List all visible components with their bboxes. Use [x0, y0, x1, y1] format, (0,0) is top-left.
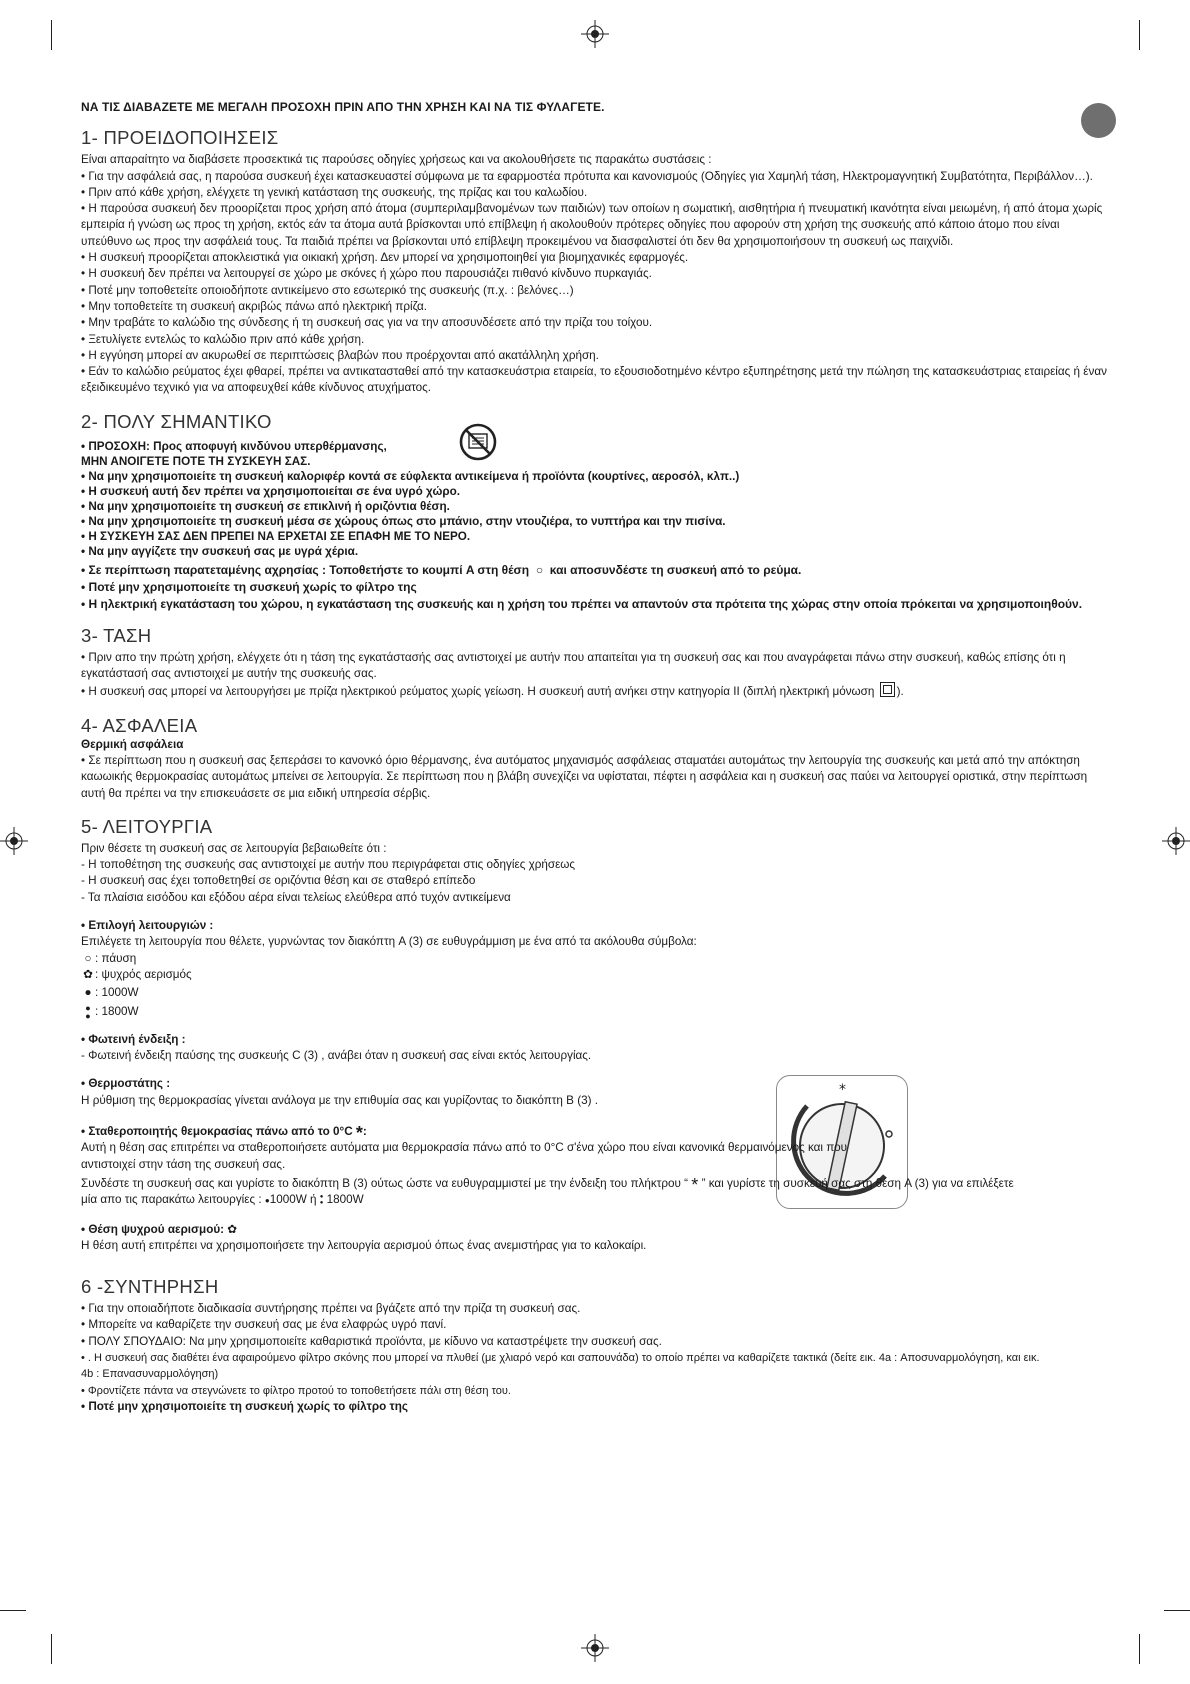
section-maintenance — [81, 1276, 1111, 1415]
top-note: ΝΑ ΤΙΣ ΔΙΑΒΑΖΕΤΕ ΜΕ ΜΕΓΑΛΗ ΠΡΟΣΟΧΗ ΠΡΙΝ ΑΠΟ ΤΗΝ ΧΡΗΣΗ ΚΑΙ ΝΑ ΤΙΣ ΦΥΛΑΓΕΤΕ. — [81, 100, 605, 114]
section-title: 5- ΛΕΙΤΟΥΡΓΙΑ — [81, 815, 213, 837]
crop-mark — [1139, 20, 1140, 50]
frost-star-icon: * — [691, 1174, 699, 1195]
paragraph-text: • Η συσκευή σας μπορεί να λειτουργήσει με πρίζα ηλεκτρικού ρεύματος χωρίς γείωση. Η συσκευή αυτή ανήκει στην κατηγορία II (διπλή ηλεκτρική μόνωση — [81, 685, 875, 699]
section-title: 4- ΑΣΦΑΛΕΙΑ — [81, 714, 198, 736]
list-item: • Η ηλεκτρική εγκατάσταση του χώρου, η εγκατάσταση της συσκευής και η χρήση του πρέπει να απαντούν στα πρότειτα της χώρας στην οποία πρόκειται να χρησιμοποιηθούν. — [81, 596, 1083, 611]
double-dot-icon: ● ● — [319, 1194, 324, 1207]
list-item: • Για την ασφάλειά σας, η παρούσα συσκευή έχει κατασκευαστεί σύμφωνα με τα εφαρμοστέα πρότυπα και κανονισμούς (Οδηγίες για Χαμηλή τάση, Ηλεκτρομαγνητική Συμβατότητα, Περιβάλλον…). — [81, 169, 1093, 183]
section-voltage — [81, 625, 1111, 701]
section-important — [81, 411, 1111, 613]
list-item: • Πριν από κάθε χρήση, ελέγχετε τη γενική κατάσταση της συσκευής, της πρίζας και του καλωδίου. — [81, 185, 588, 199]
list-item: • Μην τοποθετείτε τη συσκευή ακριβώς πάνω από ηλεκτρική πρίζα. — [81, 299, 427, 313]
paragraph: • Πριν απο την πρώτη χρήση, ελέγχετε ότι η τάση της εγκατάστασής σας αντιστοιχεί με αυτήν που απαιτείται για τη συσκευή σας και που αναγράφεται πάνω στην συσκευή, καθώς επίσης ότι η εγκατάστασή σας αντιστοιχεί με αυτήν της συσκευής σας. — [81, 650, 1066, 681]
paragraph: • Σε περίπτωση που η συσκευή σας ξεπεράσει το κανονκό όριο θέρμανσης, ένα αυτόματος μηχανισμός ασφάλειας σταματάει αυτομάτως την λειτουργία της συσκευής και μετά από την απόκτηση καωωικής θερμοκρασίας αυτομάτως μπείνει σε λειτουργία. Σε περίπτωση που η βλάβη συνεχίζει να υφίσταται, πέφτει η ασφάλεια και η συσκευή σας παύει να λειτουργεί οριστικά, στην περίπτωση αυτή θα πρέπει να την επισκευάσετε σε μια ειδική υπηρεσία σέρβις. — [81, 753, 1088, 800]
list-item: • Η ΣΥΣΚΕΥΗ ΣΑΣ ΔΕΝ ΠΡΕΠΕΙ ΝΑ ΕΡΧΕΤΑΙ ΣΕ ΕΠΑΦΗ ΜΕ ΤΟ ΝΕΡΟ. — [81, 529, 471, 543]
section-title: 1- ΠΡΟΕΙΔΟΠΟΙΗΣΕΙΣ — [81, 127, 279, 149]
paragraph-text: ” και γυρίστε τη συσκευή σας στη θέση A (3) για να επιλέξετε μία απο τις παρακάτω λειτουργίες : — [81, 1176, 1014, 1207]
do-not-cover-icon — [459, 423, 497, 461]
crop-mark — [0, 1610, 26, 1611]
paragraph: Είναι απαραίτητο να διαβάσετε προσεκτικά τις παρούσες οδηγίες χρήσεως και να ακολουθήσετε τις παρακάτω συστάσεις : — [81, 153, 712, 167]
svg-text:*: * — [839, 1082, 846, 1098]
fan-icon: ✿ — [83, 967, 93, 981]
list-item: - Η τοποθέτηση της συσκευής σας αντιστοιχεί με αυτήν που περιγράφεται στις οδηγίες χρήσεως — [81, 858, 576, 872]
list-item: • Μπορείτε να καθαρίζετε την συσκευή σας με ένα ελαφρώς υγρό πανί. — [81, 1318, 447, 1332]
list-item: • Να μην χρησιμοποιείτε τη συσκευή μέσα σε χώρους όπως στο μπάνιο, στην ντουζιέρα, το νυπτήρα και την πισίνα. — [81, 514, 726, 528]
subheading: • Φωτεινή ένδειξη : — [81, 1032, 186, 1046]
section-title: 3- ΤΑΣΗ — [81, 624, 152, 646]
paragraph: - Φωτεινή ένδειξη παύσης της συσκευής C (3) , ανάβει όταν η συσκευή σας είναι εκτός λειτουργίας. — [81, 1049, 592, 1063]
subheading — [81, 1222, 1111, 1238]
section-safety — [81, 715, 1111, 802]
off-circle-icon: ○ — [535, 562, 544, 577]
list-item — [81, 562, 1111, 579]
mode-item — [81, 1004, 1111, 1020]
list-item: • . Η συσκευή σας διαθέτει ένα αφαιρούμενο φίλτρο σκόνης που μπορεί να πλυθεί (με χλιαρό νερό και σαπουνάδα) το οποίο πρέπει να καθαρίζετε τακτικά (δείτε εικ. 4a : Αποσυναρμολόγηση, και εικ. 4b : Επανασυναρμολόγηση) — [81, 1352, 1040, 1381]
off-circle-icon: ○ — [84, 951, 92, 965]
registration-mark-icon — [1162, 827, 1190, 855]
paragraph — [81, 1173, 1021, 1210]
standby-text: • Σε περίπτωση παρατεταμένης αχρησίας : Τοποθετήστε το κουμπί A στη θέση — [81, 562, 530, 577]
list-item: • Ποτέ μην τοποθετείτε οποιοδήποτε αντικείμενο στο εσωτερικό της συσκευής (π.χ. : βελόνες…) — [81, 283, 574, 297]
list-item: • Μην τραβάτε το καλώδιο της σύνδεσης ή τη συσκευή σας για να την αποσυνδέσετε από την πρίζα του τοίχου. — [81, 316, 653, 330]
paragraph-text: 1000W ή — [269, 1193, 317, 1207]
paragraph-text: ). — [896, 685, 904, 699]
list-item: • Η συσκευή δεν πρέπει να λειτουργεί σε χώρο με σκόνες ή χώρο που παρουσιάζει πιθανό κίνδυνο πυρκαγιάς. — [81, 267, 652, 281]
warning-line — [81, 439, 1111, 454]
list-item: • Να μην χρησιμοποιείτε τη συσκευή σε επικλινή ή οριζόντια θέση. — [81, 499, 450, 513]
list-item: • Να μην αγγίζετε την συσκευή σας με υγρά χέρια. — [81, 544, 359, 558]
mode-label: : 1000W — [95, 986, 139, 1000]
mode-item — [81, 951, 1111, 967]
double-insulation-icon — [880, 682, 895, 697]
list-item: • Ξετυλίγετε εντελώς το καλώδιο πριν από κάθε χρήση. — [81, 332, 365, 346]
document-page — [81, 99, 1111, 1429]
mode-label: : πάυση — [95, 951, 137, 965]
section-title: 2- ΠΟΛΥ ΣΗΜΑΝΤΙΚΟ — [81, 410, 272, 432]
subheading-text: • Σταθεροποιητής θεμοκρασίας πάνω από το 0°C — [81, 1125, 353, 1139]
section-operation — [81, 816, 1111, 1254]
list-item: • Ποτέ μην χρησιμοποιείτε τη συσκευή χωρίς το φίλτρο της — [81, 1399, 408, 1413]
warning-text: • ΠΡΟΣΟΧΗ: Προς αποφυγή κινδύνου υπερθέρμανσης, — [81, 439, 387, 453]
registration-mark-icon — [581, 20, 609, 48]
paragraph: Επιλέγετε τη λειτουργία που θέλετε, γυρνώντας τον διακόπτη A (3) σε ευθυγράμμιση με ένα από τα ακόλουθα σύμβολα: — [81, 935, 697, 949]
subheading: Θερμική ασφάλεια — [81, 737, 184, 751]
list-item: • Εάν το καλώδιο ρεύματος έχει φθαρεί, πρέπει να αντικατασταθεί από την κατασκευάστρια εταιρεία, το εξουσιοδοτημένο κέντρο εξυπηρέτησης μετά την πώληση της κατασκευάστριας εταιρείας ή έναν εξειδικευμένο τεχνικό για να αποφευχθεί κάθε κίνδυνος ατυχήματος. — [81, 365, 1107, 395]
list-item: • Η εγγύηση μπορεί αν ακυρωθεί σε περιπτώσεις βλαβών που προέρχονται από ακατάλληλη χρήση. — [81, 348, 599, 362]
section-title: 6 -ΣΥΝΤΗΡΗΣΗ — [81, 1276, 219, 1298]
subheading: • Σταθεροποιητής θεμοκρασίας πάνω από το 0°C *: — [81, 1123, 367, 1144]
list-item: • Ποτέ μην χρησιμοποιείτε τη συσκευή χωρίς το φίλτρο της — [81, 579, 417, 594]
list-item: • Για την οποιαδήποτε διαδικασία συντήρησης πρέπει να βγάζετε από την πρίζα τη συσκευή σας. — [81, 1302, 581, 1316]
section-warnings — [81, 127, 1111, 396]
registration-mark-icon — [581, 1634, 609, 1662]
paragraph: Η ρύθμιση της θερμοκρασίας γίνεται ανάλογα με την επιθυμία σας και γυρίζοντας το διακόπτη B (3) . — [81, 1093, 598, 1107]
subheading: • Επιλογή λειτουργιών : — [81, 919, 214, 933]
fan-icon: ✿ — [227, 1222, 238, 1236]
registration-mark-icon — [0, 827, 28, 855]
mode-label: : 1800W — [95, 1004, 139, 1018]
paragraph: Αυτή η θέση σας επιτρέπει να σταθεροποιήσετε αυτόματα μια θερμοκρασία πάνω από το 0°C σ'ένα χώρο που είναι κανονικά θερμαινόμενος και που αντιστοιχεί στην τάση της συσκευή σας. — [81, 1141, 848, 1171]
mode-item — [81, 985, 1111, 1001]
paragraph-text: Συνδέστε τη συσκευή σας και γυρίστε το διακόπτη B (3) ούτως ώστε να ευθυγραμμιστεί με την ένδειξη του πλήκτρου “ — [81, 1176, 689, 1190]
paragraph — [81, 682, 1111, 700]
frost-star-icon: * — [355, 1123, 363, 1144]
crop-mark — [1164, 1610, 1190, 1611]
standby-text: και αποσυνδέστε τη συσκευή από το ρεύμα. — [549, 562, 802, 577]
list-item: - Η συσκευή σας έχει τοποθετηθεί σε οριζόντια θέση και σε σταθερό επίπεδο — [81, 874, 476, 888]
mode-label: : ψυχρός αερισμός — [95, 967, 192, 981]
paragraph: Πριν θέσετε τη συσκευή σας σε λειτουργία βεβαιωθείτε ότι : — [81, 841, 387, 855]
list-item: • Φροντίζετε πάντα να στεγνώνετε το φίλτρο προτού το τοποθετήσετε πάλι στη θέση του. — [81, 1384, 511, 1397]
paragraph-text: 1800W — [326, 1193, 364, 1207]
single-dot-icon: ● — [264, 1196, 270, 1206]
crop-mark — [1139, 1634, 1140, 1664]
list-item: • Η παρούσα συσκευή δεν προορίζεται προς χρήση από άτομα (συμπεριλαμβανομένων των παιδιών) των οποίων η σωματική, αισθητήρια ή πνευματική ικανότητα είναι μειωμένη, ή από άτομα χωρίς εμπειρία ή γνώση ως προς τη χρήση, εκτός εάν τα άτομα αυτά βρίσκονται υπό επίβλεψη ή ακολουθούν πρότερες οδηγίες που αφορούν στη χρήση της συσκευής από κάποιο άτομο που είναι υπεύθυνο ως προς την ασφάλειά τους. Τα παιδιά πρέπει να βρίσκονται υπό επίβλεψη προκειμένου να διασφαλιστεί ότι δεν θα χρησιμοποιήσουν τη συσκευή ως παιχνίδι. — [81, 202, 1103, 248]
single-dot-icon: ● — [84, 986, 92, 1000]
double-dot-icon: ● ● — [85, 1002, 91, 1021]
subheading: • Θερμοστάτης : — [81, 1077, 171, 1091]
list-item: • Η συσκευή προορίζεται αποκλειστικά για οικιακή χρήση. Δεν μπορεί να χρησιμοποιηθεί για βιομηχανικές εφαρμογές. — [81, 251, 689, 265]
crop-mark — [51, 20, 52, 50]
paragraph: Η θέση αυτή επιτρέπει να χρησιμοποιήσετε την λειτουργία αερισμού όπως ένας ανεμιστήρας για το καλοκαίρι. — [81, 1238, 647, 1252]
mode-item — [81, 967, 1111, 983]
crop-mark — [51, 1634, 52, 1664]
subheading-text: • Θέση ψυχρού αερισμού: — [81, 1222, 225, 1236]
list-item: • Η συσκευή αυτή δεν πρέπει να χρησιμοποιείται σε ένα υγρό χώρο. — [81, 484, 460, 498]
list-item: • ΠΟΛΥ ΣΠΟΥΔΑΙΟ: Να μην χρησιμοποιείτε καθαριστικά προϊόντα, με κίδυνο να καταστρέψετε την συσκευή σας. — [81, 1334, 662, 1348]
warning-line: ΜΗΝ ΑΝΟΙΓΕΤΕ ΠΟΤΕ ΤΗ ΣΥΣΚΕΥΗ ΣΑΣ. — [81, 454, 311, 468]
list-item: - Τα πλαίσια εισόδου και εξόδου αέρα είναι τελείως ελεύθερα από τυχόν αντικείμενα — [81, 890, 511, 904]
list-item: • Να μην χρησιμοποιείτε τη συσκευή καλοριφέρ κοντά σε εύφλεκτα αντικείμενα ή προϊόντα (κουρτίνες, αεροσόλ, κλπ..) — [81, 469, 740, 483]
